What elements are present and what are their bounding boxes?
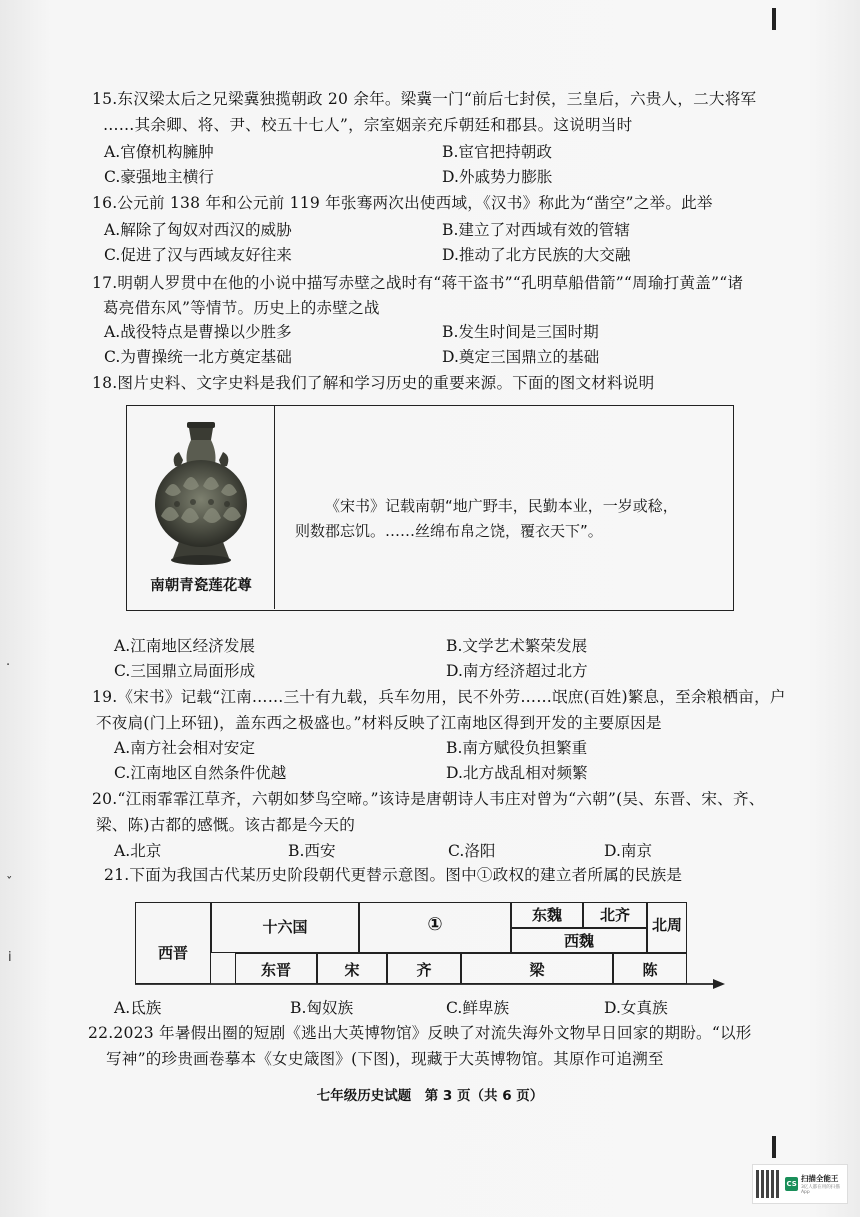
q19-option-c[interactable]: C.江南地区自然条件优越 (114, 764, 287, 782)
q16-option-b[interactable]: B.建立了对西域有效的管辖 (442, 221, 630, 239)
timeline-label-xiwei: 西魏 (563, 932, 594, 950)
q16-stem: 16.公元前 138 年和公元前 119 年张骞两次出使西域，《汉书》称此为“凿空”之举。此举 (92, 194, 713, 212)
q20-option-b[interactable]: B.西安 (288, 842, 336, 860)
timeline-label-qi: 齐 (416, 961, 432, 979)
q21-option-c[interactable]: C.鲜卑族 (446, 999, 510, 1017)
q20-stem: 20.“江雨霏霏江草齐，六朝如梦鸟空啼。”该诗是唐朝诗人韦庄对曾为“六朝”(吴、东晋、宋、齐、 (92, 790, 765, 808)
timeline-label-chen: 陈 (642, 961, 658, 979)
q18-quote-line: 《宋书》记载南朝“地广野丰，民勤本业，一岁或稔， (325, 497, 678, 515)
timeline-arrow (135, 898, 725, 990)
q21-option-d[interactable]: D.女真族 (604, 999, 668, 1017)
celadon-lotus-vessel-image (127, 406, 275, 574)
q21-stem: 21.下面为我国古代某历史阶段朝代更替示意图。图中①政权的建立者所属的民族是 (104, 866, 683, 884)
margin-mark: i (8, 950, 12, 965)
q16-option-d[interactable]: D.推动了北方民族的大交融 (442, 246, 631, 264)
q16-option-c[interactable]: C.促进了汉与西域友好往来 (104, 246, 292, 264)
q21-option-b[interactable]: B.匈奴族 (290, 999, 354, 1017)
q15-option-b[interactable]: B.宦官把持朝政 (442, 143, 552, 161)
timeline-label-xijin: 西晋 (157, 944, 188, 962)
q18-material-table (126, 405, 734, 611)
q20-option-d[interactable]: D.南京 (604, 842, 653, 860)
q20-stem-cont: 梁、陈)古都的感慨。该古都是今天的 (96, 816, 355, 834)
margin-mark: · (6, 658, 11, 673)
q17-stem-cont: 葛亮借东风”等情节。历史上的赤壁之战 (103, 299, 380, 317)
q19-stem-cont: 不夜扃(门上环钮)，盖东西之极盛也。”材料反映了江南地区得到开发的主要原因是 (96, 714, 662, 732)
q17-option-c[interactable]: C.为曹操统一北方奠定基础 (104, 348, 292, 366)
timeline-label-circle-one: ① (427, 914, 443, 935)
q16-option-a[interactable]: A.解除了匈奴对西汉的威胁 (104, 221, 292, 239)
timeline-label-beizhou: 北周 (651, 916, 682, 934)
q15-option-a[interactable]: A.官僚机构臃肿 (104, 143, 214, 161)
q17-option-a[interactable]: A.战役特点是曹操以少胜多 (104, 323, 292, 341)
q19-option-d[interactable]: D.北方战乱相对频繁 (446, 764, 588, 782)
scanner-watermark-text (801, 1173, 844, 1195)
q22-stem: 22.2023 年暑假出圈的短剧《逃出大英博物馆》反映了对流失海外文物早日回家的期盼。“以形 (88, 1024, 752, 1042)
q17-stem: 17.明朝人罗贯中在他的小说中描写赤壁之战时有“蒋干盗书”“孔明草船借箭”“周瑜打黄盖”“诸 (92, 274, 744, 292)
scanner-title: 扫描全能王 (800, 1174, 839, 1183)
timeline-label-dongjin: 东晋 (260, 961, 291, 979)
dynasty-timeline (135, 898, 725, 990)
q22-stem-cont: 写神”的珍贵画卷摹本《女史箴图》(下图)，现藏于大英博物馆。其原作可追溯至 (106, 1050, 664, 1068)
scanner-watermark (752, 1164, 848, 1204)
corner-mark-top (772, 8, 776, 30)
q17-option-b[interactable]: B.发生时间是三国时期 (442, 323, 599, 341)
camscanner-logo-icon: CS (785, 1177, 798, 1191)
qr-code-icon (756, 1170, 781, 1198)
corner-mark-bottom (772, 1136, 776, 1158)
q18-image-caption: 南朝青瓷莲花尊 (150, 578, 252, 594)
q18-quote (295, 494, 715, 544)
q19-stem: 19.《宋书》记载“江南……三十有九载，兵车勿用，民不外劳……氓庶(百姓)繁息，至余粮栖亩，户 (92, 688, 786, 706)
q18-option-b[interactable]: B.文学艺术繁荣发展 (446, 637, 588, 655)
timeline-label-liang: 梁 (529, 961, 545, 979)
scanner-subtitle: 3亿人都在用的扫描App (800, 1185, 840, 1195)
q15-option-c[interactable]: C.豪强地主横行 (104, 168, 214, 186)
q18-stem: 18.图片史料、文字史料是我们了解和学习历史的重要来源。下面的图文材料说明 (92, 374, 655, 392)
q15-stem: 15.东汉梁太后之兄梁冀独揽朝政 20 余年。梁冀一门“前后七封侯，三皇后，六贵人，二大将军 (92, 90, 757, 108)
q19-option-b[interactable]: B.南方赋役负担繁重 (446, 739, 588, 757)
timeline-label-dongwei: 东魏 (531, 906, 562, 924)
q18-option-d[interactable]: D.南方经济超过北方 (446, 662, 588, 680)
q15-option-d[interactable]: D.外戚势力膨胀 (442, 168, 553, 186)
q17-option-d[interactable]: D.奠定三国鼎立的基础 (442, 348, 600, 366)
q18-image-cell (127, 406, 275, 609)
timeline-label-song: 宋 (344, 961, 360, 979)
q21-option-a[interactable]: A.氐族 (114, 999, 162, 1017)
q18-option-a[interactable]: A.江南地区经济发展 (114, 637, 255, 655)
page-footer: 七年级历史试题 第 3 页（共 6 页） (316, 1088, 544, 1104)
q19-option-a[interactable]: A.南方社会相对安定 (114, 739, 255, 757)
q18-quote-line: 则数郡忘饥。……丝绵布帛之饶，覆衣天下”。 (295, 522, 603, 540)
timeline-label-shiliuguo: 十六国 (262, 918, 308, 936)
q18-option-c[interactable]: C.三国鼎立局面形成 (114, 662, 256, 680)
q20-option-a[interactable]: A.北京 (114, 842, 162, 860)
timeline-label-beiqi: 北齐 (599, 906, 630, 924)
q15-stem-cont: ……其余卿、将、尹、校五十七人”，宗室姻亲充斥朝廷和郡县。这说明当时 (103, 116, 633, 134)
margin-mark: ˇ (6, 876, 13, 891)
q20-option-c[interactable]: C.洛阳 (448, 842, 496, 860)
